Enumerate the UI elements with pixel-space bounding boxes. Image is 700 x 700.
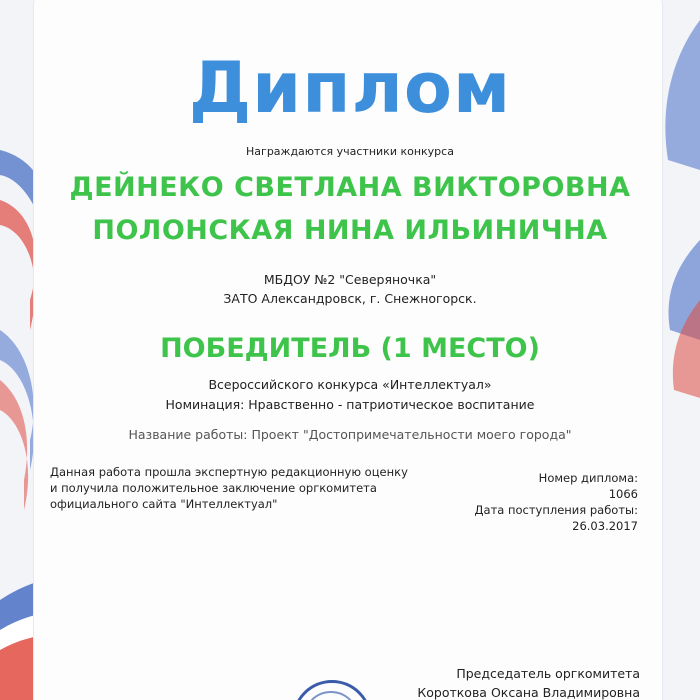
nomination: Номинация: Нравственно - патриотическое воспитание — [165, 397, 535, 412]
submission-date-label: Дата поступления работы: — [474, 503, 638, 517]
diploma-title: Диплом — [188, 47, 512, 129]
intro-text: Награждаются участники конкурса — [246, 145, 454, 158]
winner-name-1: ДЕЙНЕКО СВЕТЛАНА ВИКТОРОВНА — [69, 172, 631, 203]
work-title: Название работы: Проект "Достопримечательности моего города" — [128, 427, 572, 442]
winner-name-2: ПОЛОНСКАЯ НИНА ИЛЬИНИЧНА — [92, 215, 608, 246]
diploma-number: 1066 — [608, 487, 638, 501]
expert-note-line: и получила положительное заключение оргкомитета — [50, 481, 377, 495]
chair-name: Короткова Оксана Владимировна — [417, 685, 640, 700]
organization-name: МБДОУ №2 "Северяночка" — [263, 272, 437, 287]
place-award: ПОБЕДИТЕЛЬ (1 МЕСТО) — [160, 333, 540, 364]
organization-location: ЗАТО Александровск, г. Снежногорск. — [223, 291, 477, 306]
stamp-inner-ring — [303, 691, 359, 700]
submission-date: 26.03.2017 — [572, 519, 638, 533]
expert-note-line: Данная работа прошла экспертную редакционную оценку — [50, 465, 408, 479]
chair-title: Председатель оргкомитета — [456, 666, 640, 681]
expert-note — [50, 464, 440, 512]
expert-note-line: официального сайта "Интеллектуал" — [50, 497, 278, 511]
contest-name: Всероссийского конкурса «Интеллектуал» — [208, 377, 492, 392]
chairperson-block — [360, 664, 640, 700]
diploma-number-label: Номер диплома: — [538, 471, 638, 485]
diploma-meta — [398, 470, 638, 534]
